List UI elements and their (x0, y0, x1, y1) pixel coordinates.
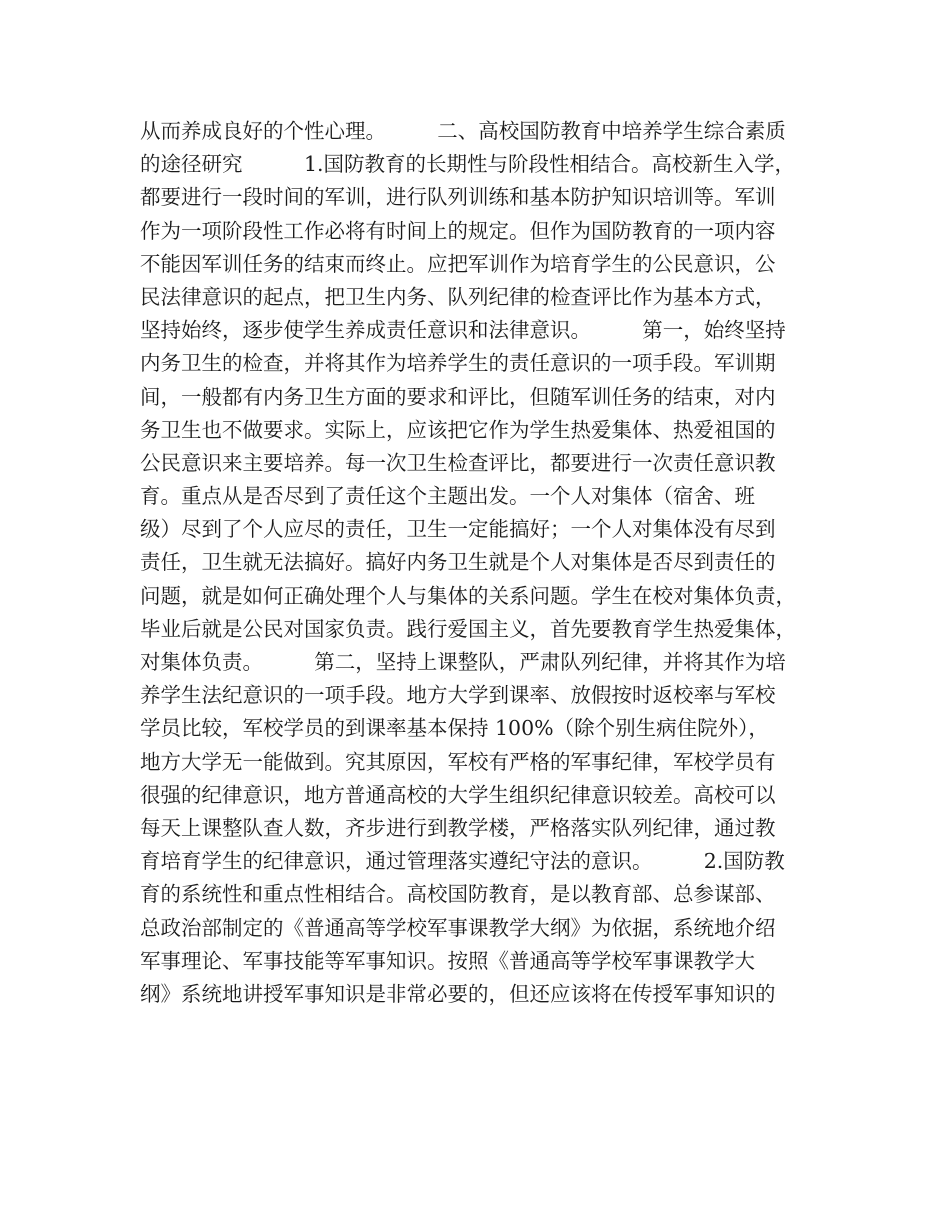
text-line: 军事理论、军事技能等军事知识。按照《普通高等学校军事课教学大 (140, 948, 755, 973)
text-line: 公民意识来主要培养。每一次卫生检查评比，都要进行一次责任意识教 (140, 450, 776, 475)
text-line: 地方大学无一能做到。究其原因，军校有严格的军事纪律，军校学员有 (140, 749, 776, 774)
text-line: 民法律意识的起点，把卫生内务、队列纪律的检查评比作为基本方式， (140, 284, 776, 309)
text-line: 总政治部制定的《普通高等学校军事课教学大纲》为依据，系统地介绍 (140, 915, 776, 940)
text-line: 都要进行一段时间的军训，进行队列训练和基本防护知识培训等。军训 (140, 185, 776, 210)
text-line: 对集体负责。 第二，坚持上课整队，严肃队列纪律，并将其作为培 (140, 650, 786, 674)
text-line: 问题，就是如何正确处理个人与集体的关系问题。学生在校对集体负责， (140, 583, 796, 608)
text-line: 的途径研究 1.国防教育的长期性与阶段性相结合。高校新生入学， (140, 152, 796, 177)
text-line: 养学生法纪意识的一项手段。地方大学到课率、放假按时返校率与军校 (140, 683, 776, 708)
text-line: 不能因军训任务的结束而终止。应把军训作为培育学生的公民意识，公 (140, 251, 776, 276)
text-line: 学员比较，军校学员的到课率基本保持 100%（除个别生病住院外）， (140, 716, 769, 741)
text-line: 间，一般都有内务卫生方面的要求和评比，但随军训任务的结束，对内 (140, 384, 776, 409)
text-line: 从而养成良好的个性心理。 二、高校国防教育中培养学生综合素质 (140, 119, 786, 143)
text-line: 毕业后就是公民对国家负责。践行爱国主义，首先要教育学生热爱集体， (140, 616, 796, 641)
text-line: 坚持始终，逐步使学生养成责任意识和法律意识。 第一，始终坚持 (140, 318, 786, 343)
text-line: 作为一项阶段性工作必将有时间上的规定。但作为国防教育的一项内容 (140, 218, 776, 243)
text-line: 务卫生也不做要求。实际上，应该把它作为学生热爱集体、热爱祖国的 (140, 417, 776, 442)
text-line: 内务卫生的检查，并将其作为培养学生的责任意识的一项手段。军训期 (140, 351, 776, 376)
text-line: 纲》系统地讲授军事知识是非常必要的，但还应该将在传授军事知识的 (140, 981, 776, 1006)
text-line: 育的系统性和重点性相结合。高校国防教育，是以教育部、总参谋部、 (140, 882, 776, 907)
text-line: 育培育学生的纪律意识，通过管理落实遵纪守法的意识。 2.国防教 (140, 849, 785, 874)
text-line: 很强的纪律意识，地方普通高校的大学生组织纪律意识较差。高校可以 (140, 782, 776, 807)
text-line: 每天上课整队查人数，齐步进行到教学楼，严格落实队列纪律，通过教 (140, 815, 776, 840)
text-line: 育。重点从是否尽到了责任这个主题出发。一个人对集体（宿舍、班 (140, 484, 755, 509)
text-line: 级）尽到了个人应尽的责任，卫生一定能搞好；一个人对集体没有尽到 (140, 517, 776, 542)
text-line: 责任，卫生就无法搞好。搞好内务卫生就是个人对集体是否尽到责任的 (140, 550, 776, 575)
body-text (140, 115, 830, 1011)
